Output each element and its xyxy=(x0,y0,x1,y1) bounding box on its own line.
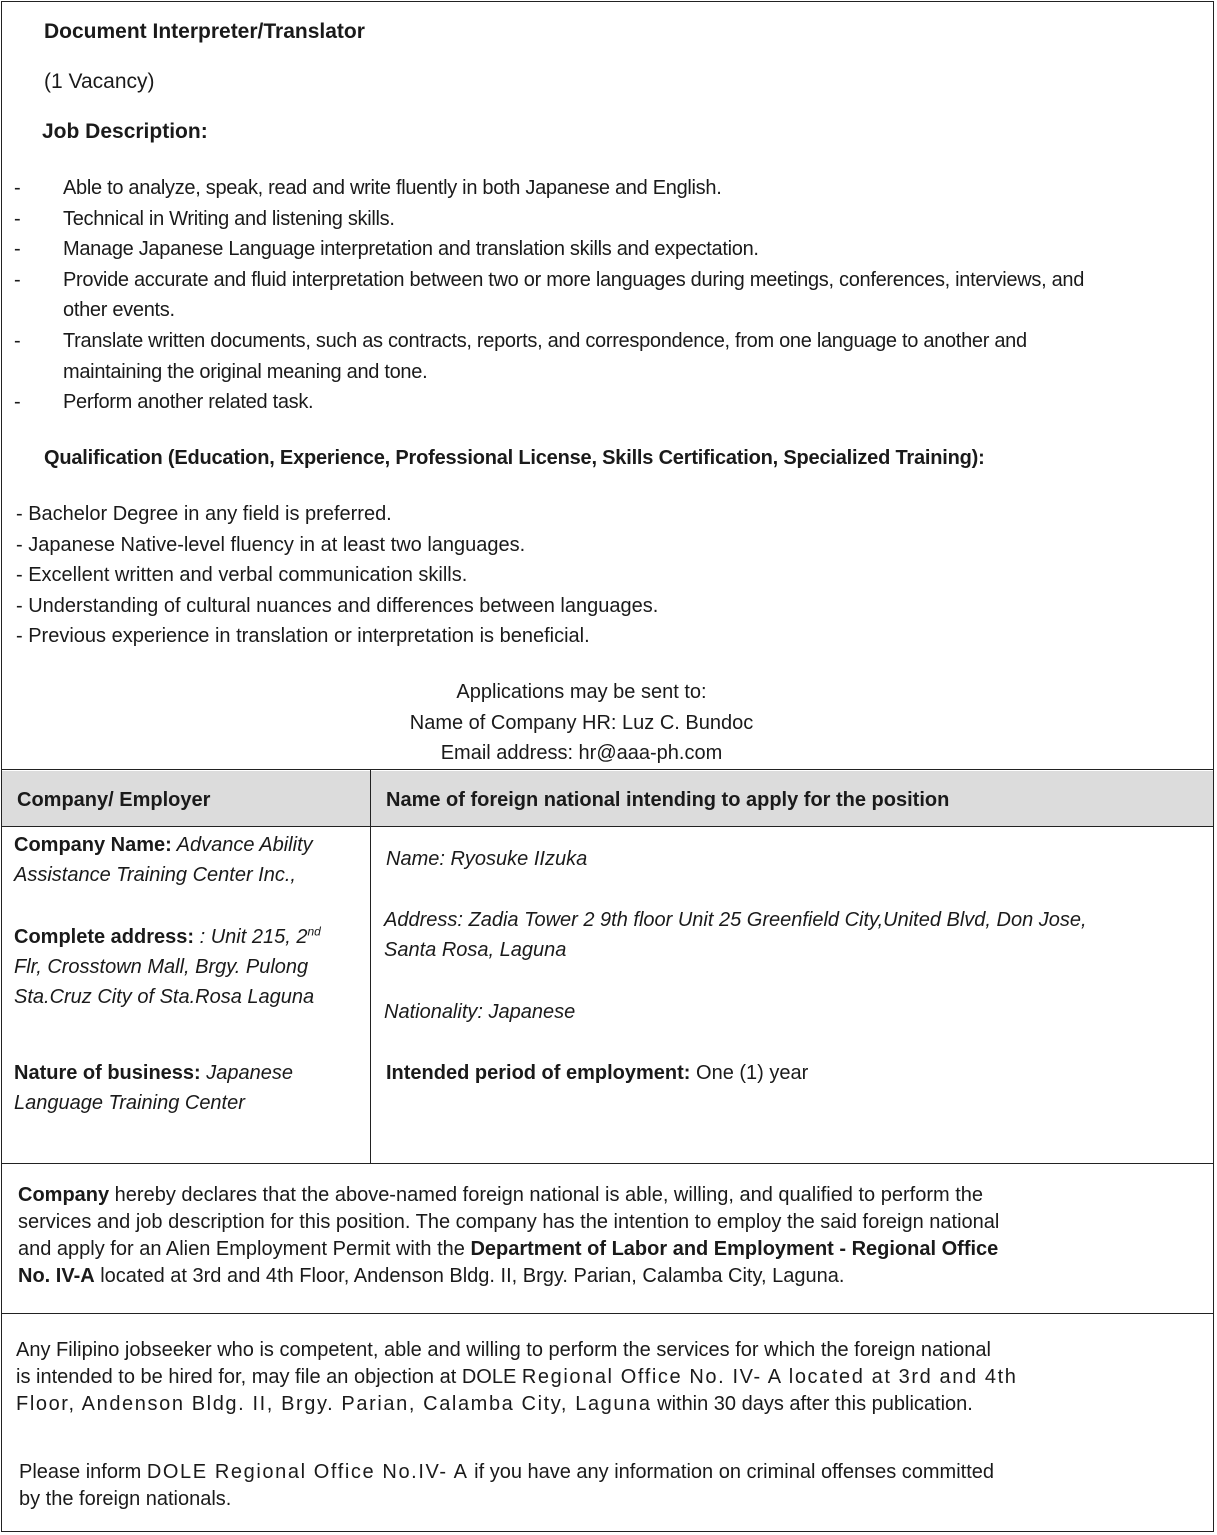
company-name-label: Company Name: xyxy=(14,834,172,856)
bullet-dash: - xyxy=(14,330,21,352)
qualification-item: - Japanese Native-level fluency in at least two languages. xyxy=(16,533,526,556)
vacancy-count: (1 Vacancy) xyxy=(44,70,155,93)
address-value: : Unit 215, 2 xyxy=(194,926,308,948)
bullet-dash: - xyxy=(14,268,21,291)
foreign-address-line2: Santa Rosa, Laguna xyxy=(384,939,567,961)
qualification-item: - Excellent written and verbal communication skills. xyxy=(16,564,468,586)
declaration-company-word: Company xyxy=(18,1184,110,1206)
business-label: Nature of business: xyxy=(14,1062,201,1084)
company-declaration xyxy=(18,1182,999,1290)
job-description-item: Perform another related task. xyxy=(63,391,314,414)
declaration-bottom-border xyxy=(1,1313,1214,1314)
notice-line3-address: Floor, Andenson Bldg. II, Brgy. Parian, Calamba City, Laguna xyxy=(16,1393,652,1415)
application-intro: Applications may be sent to: xyxy=(456,681,707,703)
qualification-item: - Understanding of cultural nuances and differences between languages. xyxy=(16,594,659,617)
job-description-item: Translate written documents, such as contracts, reports, and correspondence, from one language to another and xyxy=(63,330,1027,352)
inform-rest: if you have any information on criminal offenses committed xyxy=(468,1461,995,1483)
company-name-cell xyxy=(14,830,364,890)
company-name-value: Advance Ability xyxy=(171,834,313,856)
business-value: Japanese xyxy=(200,1062,293,1084)
period-label: Intended period of employment: xyxy=(386,1062,691,1084)
nature-of-business-cell xyxy=(14,1058,364,1118)
period-value: One (1) year xyxy=(690,1062,809,1084)
hr-contact-name: Name of Company HR: Luz C. Bundoc xyxy=(409,712,754,734)
declaration-region: No. IV-A xyxy=(18,1265,95,1287)
qualification-item: - Previous experience in translation or interpretation is beneficial. xyxy=(16,625,590,647)
job-description-item: maintaining the original meaning and tone. xyxy=(63,360,428,383)
declaration-line1: hereby declares that the above-named foreign national is able, willing, and qualified to perform the xyxy=(109,1184,983,1206)
business-value-cont: Language Training Center xyxy=(14,1092,245,1114)
bullet-dash: - xyxy=(14,391,21,414)
job-description-item: Manage Japanese Language interpretation and translation skills and expectation. xyxy=(63,238,759,261)
objection-notice xyxy=(16,1337,1017,1418)
notice-line2-office: Regional Office No. IV- A located at 3rd and 4th xyxy=(521,1366,1018,1388)
hr-email: Email address: hr@aaa-ph.com xyxy=(440,742,723,764)
job-description-item: Able to analyze, speak, read and write fluently in both Japanese and English. xyxy=(63,177,722,199)
inform-office: DOLE Regional Office No.IV- A xyxy=(146,1461,469,1483)
table-column-divider xyxy=(370,770,371,1164)
notice-line1: Any Filipino jobseeker who is competent, able and willing to perform the services for which the foreign national xyxy=(16,1339,991,1361)
table-bottom-border xyxy=(1,1163,1214,1164)
declaration-line4: located at 3rd and 4th Floor, Andenson Bldg. II, Brgy. Parian, Calamba City, Laguna. xyxy=(94,1265,845,1287)
column-header-employer: Company/ Employer xyxy=(17,789,211,811)
job-description-item: other events. xyxy=(63,299,175,322)
declaration-line2: services and job description for this position. The company has the intention to employ the said foreign national xyxy=(18,1211,1000,1233)
job-description-item: Technical in Writing and listening skills. xyxy=(63,207,395,230)
column-header-foreign-national: Name of foreign national intending to apply for the position xyxy=(386,789,950,811)
address-superscript: nd xyxy=(307,924,321,939)
inform-notice xyxy=(19,1459,994,1513)
declaration-dole-name: Department of Labor and Employment - Regional Office xyxy=(470,1238,999,1260)
foreign-national-address xyxy=(384,905,1087,965)
bullet-dash: - xyxy=(14,177,21,199)
table-top-border xyxy=(1,769,1214,770)
inform-pre: Please inform xyxy=(19,1461,147,1483)
inform-line2: by the foreign nationals. xyxy=(19,1488,232,1510)
address-label: Complete address: xyxy=(14,926,195,948)
qualification-item: - Bachelor Degree in any field is preferred. xyxy=(16,503,392,525)
notice-line2: is intended to be hired for, may file an objection at DOLE xyxy=(16,1366,522,1388)
employment-period xyxy=(386,1058,808,1088)
notice-line3: within 30 days after this publication. xyxy=(651,1393,973,1415)
foreign-national-name: Name: Ryosuke IIzuka xyxy=(386,848,588,870)
qualification-heading: Qualification (Education, Experience, Professional License, Skills Certification, Specialized Training): xyxy=(44,447,985,469)
address-value-line3: Sta.Cruz City of Sta.Rosa Laguna xyxy=(14,986,315,1008)
job-title: Document Interpreter/Translator xyxy=(44,20,365,43)
job-description-item: Provide accurate and fluid interpretation between two or more languages during meetings, conferences, interviews, and xyxy=(63,268,1085,291)
table-header-border xyxy=(1,826,1214,827)
declaration-line3: and apply for an Alien Employment Permit with the xyxy=(18,1238,471,1260)
bullet-dash: - xyxy=(14,238,21,261)
foreign-address-line1: Address: Zadia Tower 2 9th floor Unit 25 Greenfield City,United Blvd, Don Jose, xyxy=(384,909,1087,931)
job-description-heading: Job Description: xyxy=(42,120,208,143)
document-frame xyxy=(1,1,1214,1532)
company-address-cell xyxy=(14,922,369,1012)
foreign-national-nationality: Nationality: Japanese xyxy=(384,1001,576,1023)
address-value-line2: Flr, Crosstown Mall, Brgy. Pulong xyxy=(14,956,309,978)
bullet-dash: - xyxy=(14,207,21,230)
company-name-value-cont: Assistance Training Center Inc., xyxy=(14,864,296,886)
